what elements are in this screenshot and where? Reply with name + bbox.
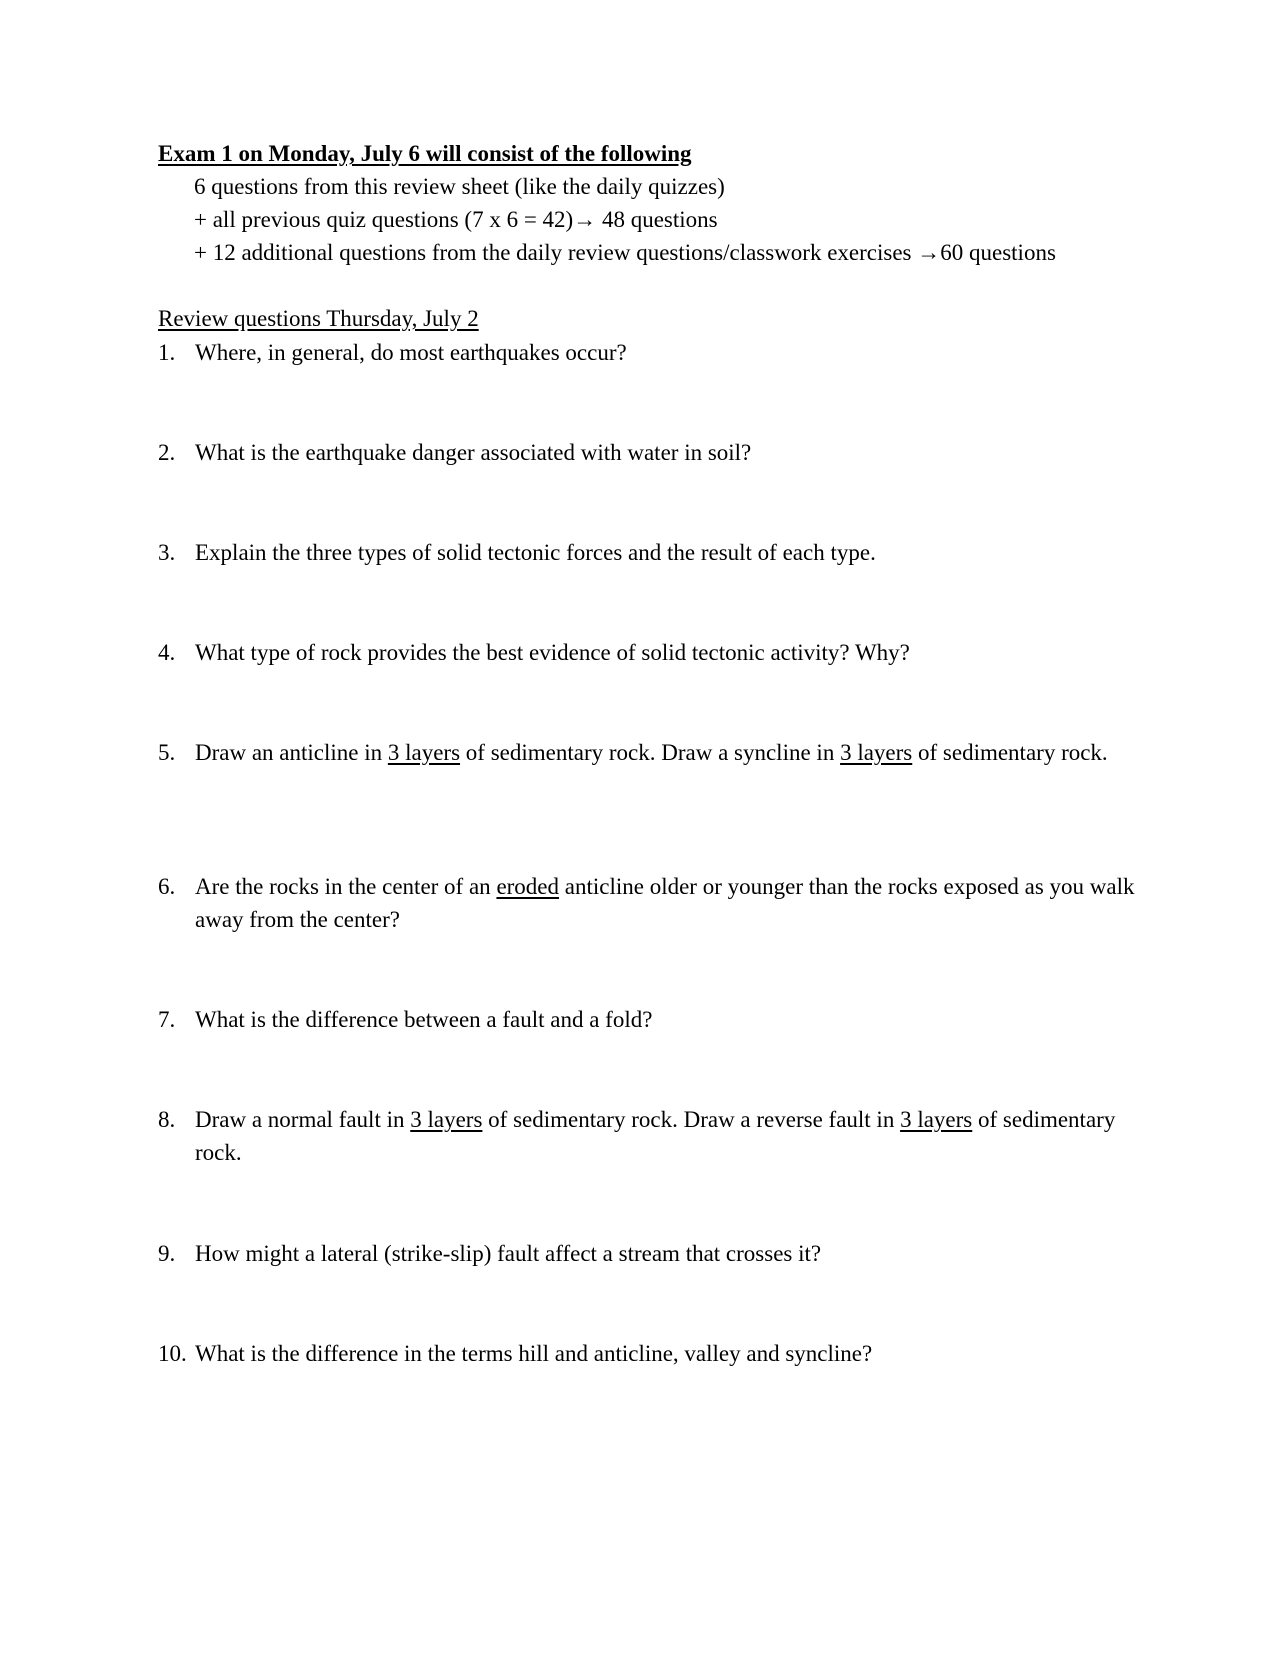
review-title: Review questions Thursday, July 2: [158, 306, 479, 331]
question-text: [195, 870, 1138, 936]
question-text-part: of sedimentary rock.: [912, 740, 1108, 765]
question-text-part: of sedimentary rock. Draw a reverse fault in: [482, 1107, 901, 1132]
underlined-term: 3 layers: [387, 740, 461, 765]
question-number: 6.: [158, 874, 176, 899]
exam-line-3: + 12 additional questions from the daily review questions/classwork exercises →60 questions: [194, 240, 1056, 265]
question-text: What is the earthquake danger associated with water in soil?: [195, 440, 752, 465]
question-7: [158, 1003, 1138, 1036]
question-number: 9.: [158, 1241, 176, 1266]
underlined-term: 3 layers: [900, 1107, 973, 1132]
question-text-part: anticline older or younger than the rocks exposed as you walk away from the center?: [195, 874, 1135, 932]
question-text: What is the difference in the terms hill and anticline, valley and syncline?: [195, 1341, 873, 1366]
question-text-part: of sedimentary rock. Draw a syncline in: [460, 740, 841, 765]
question-text: What type of rock provides the best evidence of solid tectonic activity? Why?: [195, 640, 910, 665]
question-4: [158, 636, 1138, 669]
question-number: 4.: [158, 640, 176, 665]
question-text: [195, 736, 1138, 769]
question-number: 5.: [158, 740, 176, 765]
question-6: [158, 870, 1138, 936]
underlined-term: 3 layers: [410, 1107, 483, 1132]
question-9: [158, 1237, 1138, 1270]
question-10: [158, 1337, 1138, 1370]
question-number: 2.: [158, 440, 176, 465]
question-2: [158, 436, 1138, 469]
exam-title: Exam 1 on Monday, July 6 will consist of the following: [158, 141, 692, 166]
question-text-part: Draw an anticline in: [195, 740, 388, 765]
question-number: 3.: [158, 540, 176, 565]
question-8: [158, 1103, 1138, 1169]
underlined-term: 3 layers: [840, 740, 913, 765]
question-number: 1.: [158, 340, 176, 365]
question-text: Where, in general, do most earthquakes occur?: [195, 340, 627, 365]
question-text: How might a lateral (strike-slip) fault affect a stream that crosses it?: [195, 1241, 822, 1266]
underlined-term: eroded: [496, 874, 560, 899]
question-number: 8.: [158, 1107, 176, 1132]
question-text-part: of sedimentary rock.: [195, 1107, 1116, 1165]
question-3: [158, 536, 1138, 569]
question-text-part: Are the rocks in the center of an: [195, 874, 497, 899]
question-5: [158, 736, 1138, 769]
question-1: [158, 336, 1138, 369]
question-text: Explain the three types of solid tectonic forces and the result of each type.: [195, 540, 876, 565]
exam-info-section: [158, 137, 1158, 269]
question-number: 7.: [158, 1007, 176, 1032]
question-text-part: Draw a normal fault in: [195, 1107, 411, 1132]
question-number: 10.: [158, 1341, 187, 1366]
exam-line-2: + all previous quiz questions (7 x 6 = 42)→ 48 questions: [194, 207, 718, 232]
question-text: [195, 1103, 1138, 1169]
question-text: What is the difference between a fault and a fold?: [195, 1007, 653, 1032]
exam-line-1: 6 questions from this review sheet (like the daily quizzes): [194, 174, 725, 199]
